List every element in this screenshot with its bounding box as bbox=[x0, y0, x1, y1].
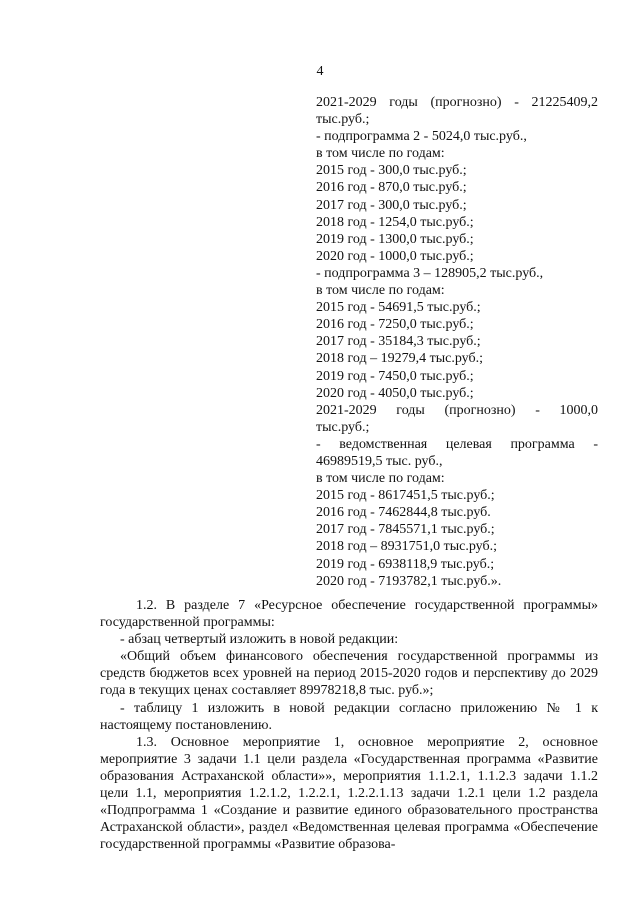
paragraph-quote-total: «Общий объем финансового обеспечения государственной программы из средств бюджетов всех уровней на период 2015-2020 годов и перспективу до 2029 года в текущих ценах составляет 89978218,8 тыс. руб.»; bbox=[100, 649, 598, 699]
column-line: тыс.руб.; bbox=[316, 419, 370, 435]
column-line: 2016 год - 870,0 тыс.руб.; bbox=[316, 180, 467, 196]
column-line: 2015 год - 54691,5 тыс.руб.; bbox=[316, 300, 481, 316]
column-line: 2021-2029 годы (прогнозно) - 21225409,2 bbox=[316, 95, 598, 110]
column-line: - подпрограмма 2 - 5024,0 тыс.руб., bbox=[316, 129, 527, 145]
paragraph-1-2: 1.2. В разделе 7 «Ресурсное обеспечение государственной программы» государственной программы: bbox=[100, 598, 598, 631]
column-line: 2018 год – 8931751,0 тыс.руб.; bbox=[316, 539, 497, 555]
column-line: в том числе по годам: bbox=[316, 283, 445, 299]
paragraph-abzac: - абзац четвертый изложить в новой редакции: bbox=[120, 632, 399, 648]
column-line: 2020 год - 7193782,1 тыс.руб.». bbox=[316, 573, 502, 589]
column-line: тыс.руб.; bbox=[316, 112, 370, 128]
column-line: в том числе по годам: bbox=[316, 471, 445, 487]
column-line: 2021-2029 годы (прогнозно) - 1000,0 bbox=[316, 402, 598, 418]
column-line: 2020 год - 4050,0 тыс.руб.; bbox=[316, 385, 474, 401]
column-line: 2019 год - 7450,0 тыс.руб.; bbox=[316, 368, 474, 384]
column-line: 2017 год - 7845571,1 тыс.руб.; bbox=[316, 522, 495, 538]
column-line: 2019 год - 1300,0 тыс.руб.; bbox=[316, 231, 474, 247]
paragraph-table-1: - таблицу 1 изложить в новой редакции согласно приложению № 1 к настоящему постановлению. bbox=[100, 700, 598, 733]
column-line: 2015 год - 300,0 тыс.руб.; bbox=[316, 163, 467, 179]
column-line: 2018 год – 19279,4 тыс.руб.; bbox=[316, 351, 483, 367]
column-line: - ведомственная целевая программа - bbox=[316, 436, 598, 452]
column-line: 2020 год - 1000,0 тыс.руб.; bbox=[316, 248, 474, 264]
column-line: в том числе по годам: bbox=[316, 146, 445, 162]
column-line: 2015 год - 8617451,5 тыс.руб.; bbox=[316, 488, 495, 504]
column-line: 2017 год - 35184,3 тыс.руб.; bbox=[316, 334, 481, 350]
column-line: 46989519,5 тыс. руб., bbox=[316, 453, 443, 469]
paragraph-1-3: 1.3. Основное мероприятие 1, основное мероприятие 2, основное мероприятие 3 задачи 1.1 цели раздела «Государственная программа «Развитие образования Астраханской области»», мероприятия 1.1.2.1, 1.1.2.3 задачи 1.1.2 цели 1.1, мероприятия 1.2.1.2, 1.2.2.1, 1.2.2.1.13 задачи 1.2.1 цели 1.2 раздела «Подпрограмма 1 «Создание и развитие единого образовательного пространства Астраханской области», раздел «Ведомственная целевая программа «Обеспечение государственной программы «Развитие образова- bbox=[100, 734, 598, 853]
funding-breakdown-column bbox=[316, 94, 598, 590]
page-number: 4 bbox=[316, 64, 324, 79]
column-line: 2018 год - 1254,0 тыс.руб.; bbox=[316, 214, 474, 230]
column-line: 2019 год - 6938118,9 тыс.руб.; bbox=[316, 556, 495, 572]
column-line: 2016 год - 7462844,8 тыс.руб. bbox=[316, 505, 491, 521]
column-line: 2017 год - 300,0 тыс.руб.; bbox=[316, 197, 467, 213]
column-line: - подпрограмма 3 – 128905,2 тыс.руб., bbox=[316, 265, 544, 281]
column-line: 2016 год - 7250,0 тыс.руб.; bbox=[316, 317, 474, 333]
document-body bbox=[100, 597, 598, 853]
